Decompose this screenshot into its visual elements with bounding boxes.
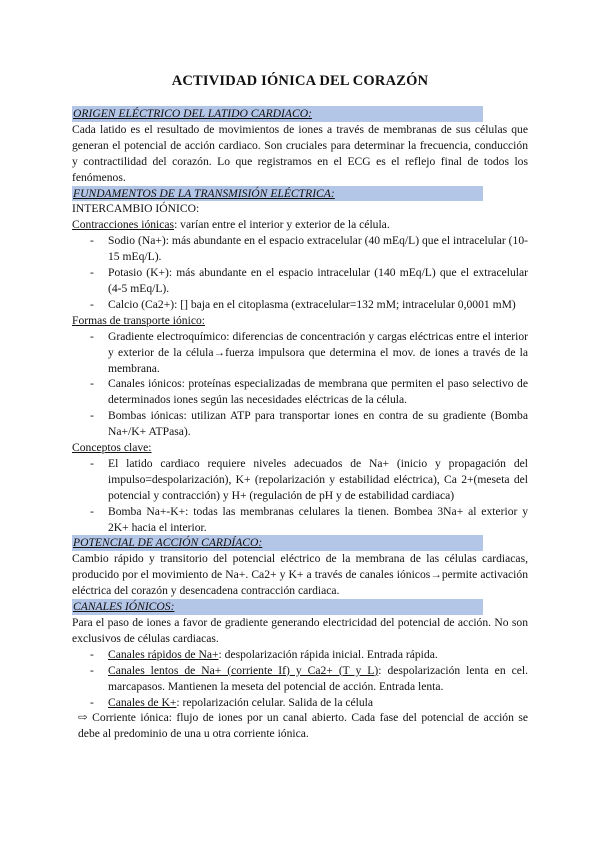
list-item: - Gradiente electroquímico: diferencias de concentración y cargas eléctricas entre el interior y exterior de la célula→fuerza impulsora que determina el mov. de iones a través de la membrana. xyxy=(72,329,528,377)
arrow-icon: ⇨ xyxy=(78,711,88,725)
list-item xyxy=(72,663,528,695)
list-item xyxy=(72,695,528,711)
item-rest: : despolarización lenta en cel. marcapasos. Mantienen la meseta del potencial de acción. Entrada lenta. xyxy=(108,663,528,693)
list-conceptos xyxy=(72,456,528,536)
label-formas: Formas de transporte iónico: xyxy=(72,313,205,327)
list-formas xyxy=(72,329,528,440)
list-item: - El latido cardiaco requiere niveles adecuados de Na+ (inicio y propagación del impulso=despolarización), K+ (repolarización y estabilidad eléctrica), Ca 2+(meseta del potencial y contracción) y H+ (regulación de pH y de estabilidad cardiaca) xyxy=(72,456,528,504)
item-label: Canales de K+ xyxy=(108,695,177,709)
list-item: - Potasio (K+): más abundante en el espacio intracelular (140 mEq/L) que el extracelular (4-5 mEq/L). xyxy=(72,265,528,297)
item-rest: : despolarización rápida inicial. Entrada rápida. xyxy=(218,647,438,661)
document-body xyxy=(72,106,528,742)
list-item: - Canales iónicos: proteínas especializadas de membrana que permiten el paso selectivo de determinados iones según las necesidades eléctricas de la célula. xyxy=(72,376,528,408)
list-item: - Bomba Na+-K+: todas las membranas celulares la tienen. Bombea 3Na+ al exterior y 2K+ hacia el interior. xyxy=(72,504,528,536)
section-heading-potencial: POTENCIAL DE ACCIÓN CARDÍACO: xyxy=(72,535,483,551)
label-contracciones xyxy=(72,217,528,233)
section-heading-origen: ORIGEN ELÉCTRICO DEL LATIDO CARDIACO: xyxy=(72,106,483,122)
section-heading-fundamentos: FUNDAMENTOS DE LA TRANSMISIÓN ELÉCTRICA: xyxy=(72,186,483,202)
item-label: Canales rápidos de Na+ xyxy=(108,647,219,661)
section-heading-canales: CANALES IÓNICOS: xyxy=(72,599,483,615)
list-canales xyxy=(72,647,528,711)
label-contracciones-rest: : varían entre el interior y exterior de la célula. xyxy=(174,218,390,232)
list-item xyxy=(72,647,528,663)
subtitle-intercambio: INTERCAMBIO IÓNICO: xyxy=(72,202,200,216)
corriente-text: Corriente iónica: flujo de iones por un canal abierto. Cada fase del potencial de acción se debe al predominio de una u otra corriente iónica. xyxy=(78,711,528,741)
label-contracciones-text: Contracciones iónicas xyxy=(72,218,175,232)
list-item: - Sodio (Na+): más abundante en el espacio extracelular (40 mEq/L) que el intracelular (10-15 mEq/L). xyxy=(72,233,528,265)
item-rest: : repolarización celular. Salida de la célula xyxy=(176,695,374,709)
list-item: - Calcio (Ca2+): [] baja en el citoplasma (extracelular=132 mM; intracelular 0,0001 mM) xyxy=(72,297,528,313)
paragraph-canales: Para el paso de iones a favor de gradiente generando electricidad del potencial de acción. No son exclusivos de células cardiacas. xyxy=(72,616,528,645)
list-item: - Bombas iónicas: utilizan ATP para transportar iones en contra de su gradiente (Bomba Na+/K+ ATPasa). xyxy=(72,408,528,440)
item-label: Canales lentos de Na+ (corriente If) y Ca2+ (T y L) xyxy=(108,663,379,677)
paragraph-potencial: Cambio rápido y transitorio del potencial eléctrico de la membrana de las células cardiacas, producido por el movimiento de Na+. Ca2+ y K+ a través de canales iónicos→permite activación eléctrica del corazón y desencadena contracción cardiaca. xyxy=(72,552,528,598)
paragraph-origen: Cada latido es el resultado de movimientos de iones a través de membranas de sus células que generan el potencial de acción cardiaco. Son cruciales para determinar la frecuencia, conducción y contractilidad del corazón. Lo que registramos en el ECG es el reflejo final de todos los fenómenos. xyxy=(72,122,528,184)
paragraph-corriente xyxy=(72,710,528,742)
page-title: ACTIVIDAD IÓNICA DEL CORAZÓN xyxy=(171,73,429,89)
list-contracciones xyxy=(72,233,528,313)
label-conceptos: Conceptos clave: xyxy=(72,441,152,455)
